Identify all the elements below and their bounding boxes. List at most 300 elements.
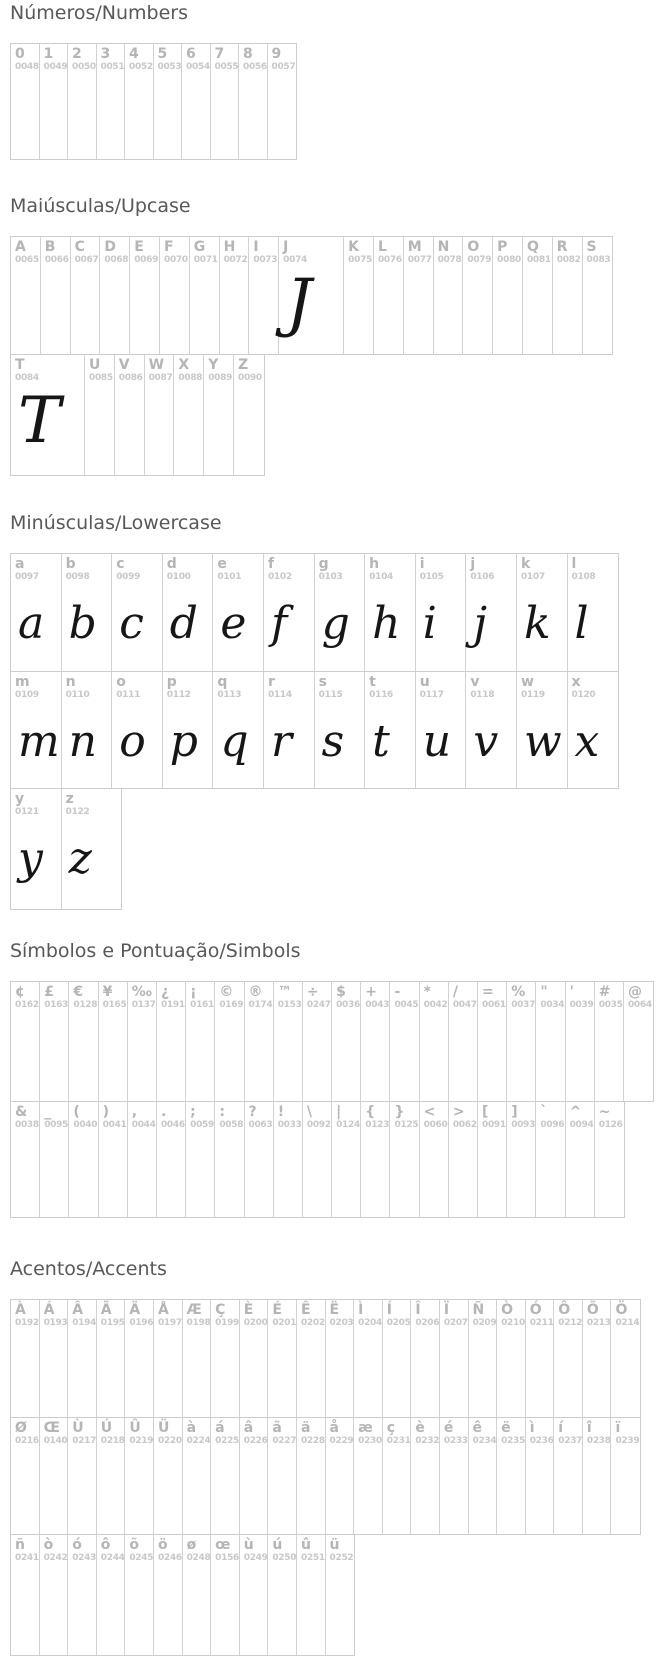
char-cell-0047	[449, 982, 478, 1101]
char-cell-0209	[469, 1300, 498, 1417]
char-cell-0163	[40, 982, 69, 1101]
char-cell-0092	[303, 1102, 332, 1217]
char-cell-0073	[249, 237, 279, 354]
char-label: 1	[43, 46, 54, 62]
char-code: 0078	[437, 255, 462, 265]
char-code: 0042	[423, 1000, 448, 1010]
char-label: _	[44, 1104, 52, 1120]
char-code: 0099	[116, 572, 141, 582]
char-code: 0230	[358, 1436, 382, 1446]
char-cell-0057	[268, 44, 297, 159]
char-label: q	[217, 674, 228, 690]
char-code: 0071	[193, 255, 218, 265]
char-label: P	[497, 239, 508, 255]
char-cell-0059	[186, 1102, 215, 1217]
char-cell-0225	[211, 1418, 240, 1534]
char-code: 0107	[520, 572, 545, 582]
char-code: 0076	[377, 255, 402, 265]
char-label: e	[217, 556, 227, 572]
char-code: 0083	[586, 255, 611, 265]
char-label: .	[160, 1104, 167, 1120]
char-label: Ó	[529, 1302, 542, 1318]
char-code: 0249	[243, 1553, 268, 1563]
char-label: o	[116, 674, 126, 690]
char-label: w	[520, 674, 534, 690]
char-cell-0085	[85, 355, 115, 475]
char-code: 0111	[116, 690, 141, 700]
char-cell-0244	[97, 1535, 126, 1655]
char-label: æ	[358, 1420, 373, 1436]
char-cell-0125	[390, 1102, 419, 1217]
char-label: )	[102, 1104, 109, 1120]
char-cell-0050	[68, 44, 97, 159]
char-code: 0062	[452, 1120, 477, 1130]
char-label: Ü	[157, 1420, 170, 1436]
char-code: 0073	[253, 255, 278, 265]
char-cell-0048	[11, 44, 40, 159]
char-code: 0214	[615, 1318, 640, 1328]
char-label: Â	[72, 1302, 84, 1318]
char-row	[10, 553, 619, 672]
char-label: ]	[511, 1104, 518, 1120]
char-cell-0202	[297, 1300, 326, 1417]
char-code: 0081	[526, 255, 551, 265]
glyph-preview: p	[169, 716, 198, 767]
char-code: 0193	[43, 1318, 68, 1328]
char-code: 0036	[336, 1000, 360, 1010]
char-cell-0239	[611, 1418, 640, 1534]
char-label: r	[267, 674, 275, 690]
char-cell-0041	[99, 1102, 128, 1217]
char-cell-0119	[517, 672, 568, 788]
char-label: 3	[100, 46, 111, 62]
char-label: t	[369, 674, 376, 690]
char-label: `	[540, 1104, 548, 1120]
char-label: ã	[272, 1420, 282, 1436]
char-row	[10, 354, 265, 476]
glyph-preview: w	[523, 716, 562, 767]
char-label: *	[423, 984, 431, 1000]
char-label: ö	[157, 1537, 168, 1553]
char-label: ä	[300, 1420, 311, 1436]
char-cell-0105	[416, 554, 467, 671]
char-code: 0238	[586, 1436, 611, 1446]
char-label: C	[74, 239, 85, 255]
char-cell-0058	[215, 1102, 244, 1217]
char-code: 0233	[443, 1436, 468, 1446]
char-label: R	[556, 239, 568, 255]
char-code: 0033	[277, 1120, 302, 1130]
char-cell-0224	[183, 1418, 212, 1534]
char-cell-0060	[420, 1102, 449, 1217]
char-label: ë	[501, 1420, 511, 1436]
char-code: 0102	[267, 572, 292, 582]
char-label: L	[377, 239, 387, 255]
char-cell-0109	[11, 672, 62, 788]
char-cell-0089	[204, 355, 234, 475]
char-cell-0153	[274, 982, 303, 1101]
section-numbers	[10, 2, 661, 160]
char-label: ï	[615, 1420, 621, 1436]
char-cell-0038	[11, 1102, 40, 1217]
char-label: £	[44, 984, 54, 1000]
char-cell-0204	[354, 1300, 383, 1417]
glyph-preview: e	[220, 598, 247, 649]
char-label: m	[15, 674, 30, 690]
char-code: 0115	[318, 690, 343, 700]
char-label: ,	[131, 1104, 138, 1120]
char-code: 0202	[300, 1318, 325, 1328]
char-label: l	[571, 556, 577, 572]
char-cell-0162	[11, 982, 40, 1101]
char-cell-0107	[517, 554, 568, 671]
char-label: Ï	[443, 1302, 450, 1318]
char-code: 0056	[243, 62, 267, 72]
char-label: ¡	[190, 984, 197, 1000]
char-code: 0054	[186, 62, 210, 72]
char-cell-0126	[595, 1102, 624, 1217]
char-label: G	[193, 239, 206, 255]
char-label: ?	[248, 1104, 257, 1120]
char-code: 0194	[72, 1318, 97, 1328]
glyph-preview: m	[18, 716, 60, 767]
glyph-preview: j	[473, 598, 487, 649]
char-cell-0093	[507, 1102, 536, 1217]
char-label: D	[104, 239, 117, 255]
char-code: 0095	[44, 1120, 69, 1130]
char-row	[10, 788, 122, 910]
char-code: 0232	[415, 1436, 440, 1446]
char-cell-0052	[125, 44, 154, 159]
char-cell-0065	[11, 237, 41, 354]
char-label: ò	[43, 1537, 54, 1553]
section-lower	[10, 512, 661, 910]
char-cell-0212	[554, 1300, 583, 1417]
char-code: 0074	[283, 255, 308, 265]
char-code: 0241	[15, 1553, 39, 1563]
char-table-lower	[10, 553, 661, 910]
char-code: 0200	[243, 1318, 268, 1328]
char-row	[10, 1417, 641, 1535]
char-code: 0108	[571, 572, 596, 582]
char-label: N	[437, 239, 450, 255]
char-code: 0058	[219, 1120, 244, 1130]
char-code: 0096	[540, 1120, 565, 1130]
char-code: 0197	[157, 1318, 182, 1328]
char-cell-0156	[211, 1535, 240, 1655]
char-label: W	[148, 357, 165, 373]
char-label: d	[166, 556, 177, 572]
char-cell-0114	[264, 672, 315, 788]
char-code: 0204	[358, 1318, 382, 1328]
char-label: v	[470, 674, 480, 690]
char-code: 0201	[272, 1318, 297, 1328]
char-cell-0236	[526, 1418, 555, 1534]
char-label: 2	[72, 46, 82, 62]
char-cell-0220	[154, 1418, 183, 1534]
char-label: &	[15, 1104, 28, 1120]
char-code: 0043	[365, 1000, 390, 1010]
glyph-preview: y	[18, 833, 43, 884]
char-code: 0040	[73, 1120, 98, 1130]
char-code: 0101	[217, 572, 242, 582]
char-label: S	[586, 239, 597, 255]
char-cell-0086	[115, 355, 145, 475]
char-label: I	[253, 239, 259, 255]
char-code: 0066	[44, 255, 69, 265]
char-code: 0235	[501, 1436, 525, 1446]
char-cell-0216	[11, 1418, 40, 1534]
char-cell-0249	[240, 1535, 269, 1655]
char-label: -	[394, 984, 401, 1000]
char-code: 0203	[329, 1318, 354, 1328]
char-label: s	[318, 674, 327, 690]
char-code: 0093	[511, 1120, 536, 1130]
char-code: 0161	[190, 1000, 214, 1010]
char-cell-0237	[554, 1418, 583, 1534]
char-cell-0067	[71, 237, 101, 354]
char-cell-0213	[583, 1300, 612, 1417]
char-label: \	[306, 1104, 312, 1120]
char-code: 0079	[467, 255, 492, 265]
glyph-preview: d	[169, 598, 198, 649]
glyph-preview: l	[574, 598, 589, 649]
char-cell-0096	[536, 1102, 565, 1217]
char-label: Ô	[558, 1302, 571, 1318]
char-code: 0110	[65, 690, 90, 700]
char-cell-0197	[154, 1300, 183, 1417]
char-cell-0117	[416, 672, 467, 788]
char-cell-0044	[128, 1102, 157, 1217]
char-code: 0035	[598, 1000, 623, 1010]
char-label: f	[267, 556, 275, 572]
char-cell-0081	[523, 237, 553, 354]
char-cell-0217	[68, 1418, 97, 1534]
char-code: 0069	[134, 255, 159, 265]
char-label: K	[348, 239, 360, 255]
char-cell-0035	[595, 982, 624, 1101]
char-code: 0120	[571, 690, 596, 700]
char-cell-0124	[332, 1102, 361, 1217]
char-label: ç	[386, 1420, 396, 1436]
char-label: a	[15, 556, 25, 572]
char-cell-0064	[624, 982, 653, 1101]
char-cell-0251	[297, 1535, 326, 1655]
char-code: 0059	[190, 1120, 214, 1130]
char-code: 0085	[89, 373, 113, 383]
char-cell-0198	[183, 1300, 212, 1417]
char-code: 0080	[497, 255, 522, 265]
char-cell-0070	[160, 237, 190, 354]
glyph-preview: u	[422, 716, 452, 767]
section-accents	[10, 1258, 661, 1656]
char-code: 0064	[627, 1000, 652, 1010]
char-code: 0244	[100, 1553, 125, 1563]
char-cell-0118	[466, 672, 517, 788]
char-label: {	[365, 1104, 376, 1120]
char-label: õ	[129, 1537, 139, 1553]
char-cell-0068	[100, 237, 130, 354]
char-cell-0200	[240, 1300, 269, 1417]
char-code: 0242	[43, 1553, 68, 1563]
char-cell-0061	[478, 982, 507, 1101]
char-label: O	[467, 239, 480, 255]
char-label: y	[15, 791, 25, 807]
char-code: 0195	[100, 1318, 125, 1328]
char-label: #	[598, 984, 611, 1000]
char-code: 0087	[148, 373, 173, 383]
char-label: é	[443, 1420, 454, 1436]
char-label: Ã	[100, 1302, 112, 1318]
char-code: 0229	[329, 1436, 354, 1446]
char-code: 0048	[15, 62, 39, 72]
char-label: b	[65, 556, 76, 572]
char-label: 4	[129, 46, 139, 62]
char-label: ñ	[15, 1537, 25, 1553]
char-cell-0079	[463, 237, 493, 354]
section-title-numbers: Números/Numbers	[10, 2, 188, 24]
char-label: [	[482, 1104, 489, 1120]
char-code: 0169	[219, 1000, 244, 1010]
char-cell-0110	[62, 672, 113, 788]
char-cell-0055	[211, 44, 240, 159]
char-code: 0084	[15, 373, 39, 383]
char-code: 0038	[15, 1120, 39, 1130]
char-cell-0218	[97, 1418, 126, 1534]
char-cell-0095	[40, 1102, 69, 1217]
glyph-preview: q	[220, 716, 249, 767]
char-label: ^	[569, 1104, 582, 1120]
char-cell-0243	[68, 1535, 97, 1655]
char-code: 0246	[157, 1553, 182, 1563]
char-code: 0228	[300, 1436, 325, 1446]
char-label: $	[336, 984, 346, 1000]
char-cell-0206	[411, 1300, 440, 1417]
char-label: X	[178, 357, 190, 373]
char-code: 0119	[520, 690, 545, 700]
char-code: 0039	[569, 1000, 594, 1010]
char-label: ó	[72, 1537, 82, 1553]
char-label: å	[329, 1420, 339, 1436]
char-label: |	[336, 1104, 342, 1120]
char-label: '	[569, 984, 574, 1000]
char-cell-0062	[449, 1102, 478, 1217]
char-code: 0052	[129, 62, 153, 72]
char-cell-0106	[466, 554, 517, 671]
char-cell-0165	[99, 982, 128, 1101]
char-label: c	[116, 556, 125, 572]
section-title-upper: Maiúsculas/Upcase	[10, 195, 191, 217]
char-code: 0060	[423, 1120, 448, 1130]
char-cell-0069	[130, 237, 160, 354]
char-code: 0091	[482, 1120, 506, 1130]
glyph-preview: n	[68, 716, 97, 767]
char-cell-0250	[268, 1535, 297, 1655]
char-cell-0036	[332, 982, 361, 1101]
char-code: 0206	[415, 1318, 440, 1328]
char-cell-0226	[240, 1418, 269, 1534]
char-cell-0242	[40, 1535, 69, 1655]
char-table-numbers	[10, 43, 661, 160]
char-cell-0116	[365, 672, 416, 788]
char-cell-0193	[40, 1300, 69, 1417]
char-row	[10, 1299, 641, 1418]
char-table-symbols	[10, 981, 661, 1218]
section-title-accents: Acentos/Accents	[10, 1258, 167, 1280]
char-cell-0072	[220, 237, 250, 354]
char-code: 0050	[72, 62, 96, 72]
char-code: 0236	[529, 1436, 554, 1446]
char-code: 0047	[452, 1000, 477, 1010]
char-cell-0233	[440, 1418, 469, 1534]
char-cell-0192	[11, 1300, 40, 1417]
char-code: 0140	[43, 1436, 68, 1446]
char-label: z	[65, 791, 74, 807]
char-code: 0061	[482, 1000, 506, 1010]
char-label: û	[300, 1537, 311, 1553]
char-label: :	[219, 1104, 225, 1120]
char-label: Î	[415, 1302, 421, 1318]
char-label: Á	[43, 1302, 55, 1318]
char-label: !	[277, 1104, 285, 1120]
char-code: 0090	[237, 373, 262, 383]
char-cell-0063	[245, 1102, 274, 1217]
char-cell-0191	[157, 982, 186, 1101]
char-code: 0117	[419, 690, 444, 700]
char-cell-0111	[112, 672, 163, 788]
char-label: ®	[248, 984, 263, 1000]
char-label: Ø	[15, 1420, 27, 1436]
char-table-upper	[10, 236, 661, 476]
char-code: 0156	[215, 1553, 240, 1563]
char-code: 0211	[529, 1318, 554, 1328]
char-code: 0153	[277, 1000, 302, 1010]
char-cell-0103	[315, 554, 366, 671]
char-cell-0056	[239, 44, 268, 159]
char-label: €	[73, 984, 84, 1000]
char-code: 0239	[615, 1436, 640, 1446]
char-code: 0070	[163, 255, 188, 265]
char-cell-0252	[326, 1535, 355, 1655]
char-label: E	[134, 239, 144, 255]
char-code: 0122	[65, 807, 90, 817]
char-code: 0103	[318, 572, 343, 582]
char-cell-0235	[497, 1418, 526, 1534]
char-cell-0174	[245, 982, 274, 1101]
char-label: V	[118, 357, 130, 373]
char-cell-0037	[507, 982, 536, 1101]
char-cell-0194	[68, 1300, 97, 1417]
char-code: 0209	[472, 1318, 497, 1328]
char-cell-0128	[69, 982, 98, 1101]
char-label: á	[215, 1420, 225, 1436]
char-label: Ú	[100, 1420, 113, 1436]
char-label: œ	[215, 1537, 231, 1553]
char-cell-0066	[41, 237, 71, 354]
char-cell-0099	[112, 554, 163, 671]
char-label: à	[186, 1420, 197, 1436]
char-label: ì	[529, 1420, 535, 1436]
char-label: ù	[243, 1537, 254, 1553]
char-label: Ñ	[472, 1302, 485, 1318]
char-label: i	[419, 556, 425, 572]
char-cell-0169	[215, 982, 244, 1101]
char-cell-0229	[326, 1418, 355, 1534]
char-label: "	[540, 984, 548, 1000]
char-code: 0125	[394, 1120, 419, 1130]
char-label: ÷	[306, 984, 319, 1000]
char-code: 0251	[300, 1553, 325, 1563]
